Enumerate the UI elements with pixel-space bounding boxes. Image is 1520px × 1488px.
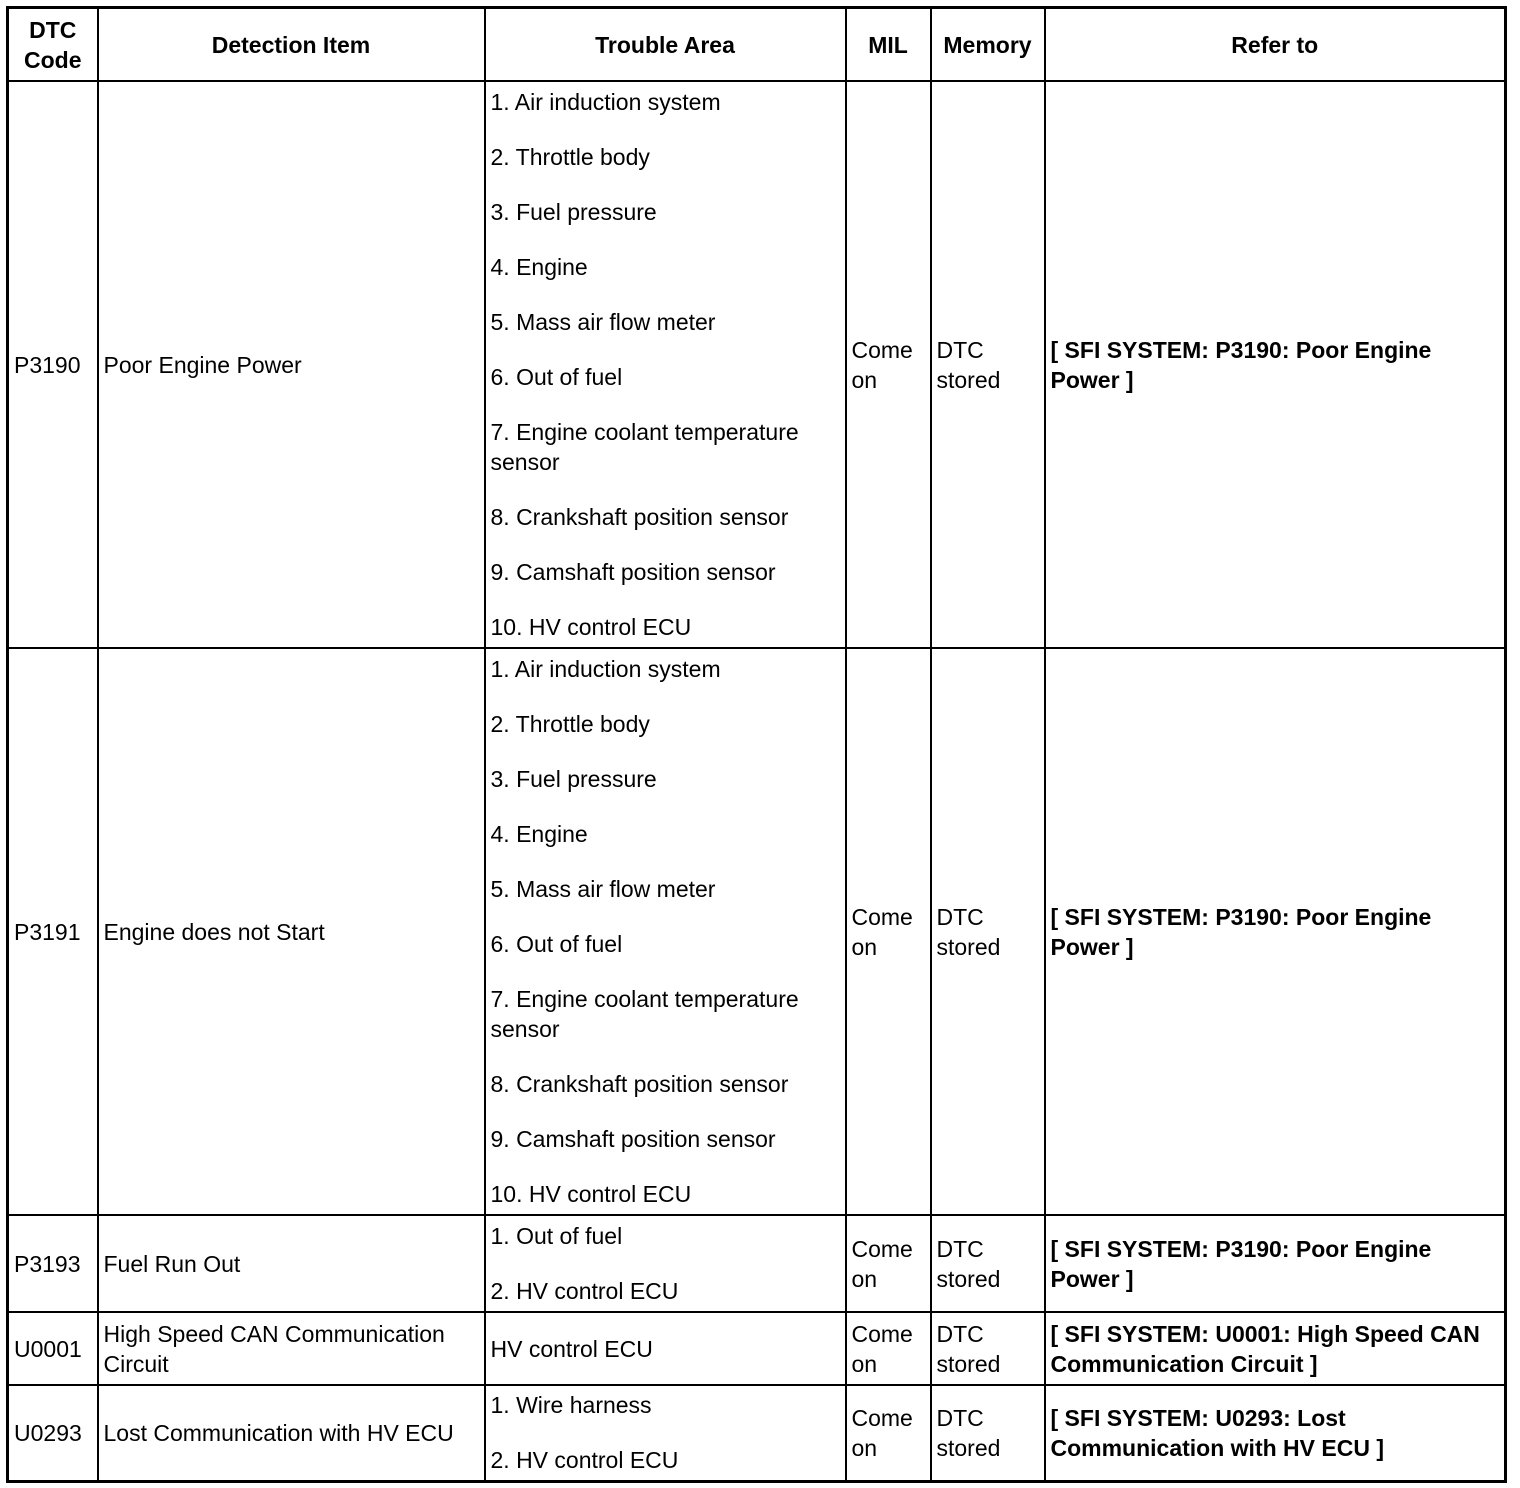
detection-item-cell: High Speed CAN Communication Circuit — [98, 1312, 485, 1385]
memory-cell: DTC stored — [931, 1215, 1045, 1312]
header-trouble-area: Trouble Area — [485, 8, 846, 82]
header-refer-to: Refer to — [1045, 8, 1506, 82]
table-header — [8, 8, 1506, 82]
trouble-area-item: 2. HV control ECU — [490, 1447, 679, 1474]
table-row — [8, 1312, 1506, 1385]
trouble-area-item: 3. Fuel pressure — [490, 766, 657, 792]
table-row — [8, 648, 1506, 1215]
header-row — [8, 8, 1506, 82]
header-dtc-code: DTC Code — [8, 8, 98, 82]
trouble-area-item: 9. Camshaft position sensor — [490, 559, 776, 585]
refer-to-cell: [ SFI SYSTEM: P3190: Poor Engine Power ] — [1045, 81, 1506, 648]
trouble-area-item: 4. Engine — [490, 254, 588, 280]
mil-cell: Come on — [846, 1385, 931, 1481]
trouble-area-item: 1. Out of fuel — [490, 1223, 623, 1249]
detection-item-cell: Fuel Run Out — [98, 1215, 485, 1312]
trouble-area-item: 7. Engine coolant temperature sensor — [490, 986, 799, 1042]
trouble-area-item: 2. Throttle body — [490, 144, 650, 170]
detection-item-cell: Engine does not Start — [98, 648, 485, 1215]
memory-cell: DTC stored — [931, 648, 1045, 1215]
trouble-area-cell — [485, 1385, 846, 1481]
trouble-area-item: 5. Mass air flow meter — [490, 309, 716, 335]
mil-cell: Come on — [846, 1312, 931, 1385]
trouble-area-item: 10. HV control ECU — [490, 1181, 692, 1207]
refer-to-cell: [ SFI SYSTEM: P3190: Poor Engine Power ] — [1045, 1215, 1506, 1312]
memory-cell: DTC stored — [931, 1385, 1045, 1481]
trouble-area-list — [491, 1334, 840, 1364]
trouble-area-item: 1. Air induction system — [490, 656, 721, 682]
trouble-area-item: 8. Crankshaft position sensor — [490, 504, 789, 530]
trouble-area-item: 6. Out of fuel — [490, 364, 623, 390]
trouble-area-item: 1. Wire harness — [490, 1392, 652, 1419]
mil-cell: Come on — [846, 648, 931, 1215]
trouble-area-list — [491, 654, 840, 1209]
trouble-area-item: 10. HV control ECU — [490, 614, 692, 640]
dtc-code-cell: P3191 — [8, 648, 98, 1215]
trouble-area-cell — [485, 648, 846, 1215]
header-mil: MIL — [846, 8, 931, 82]
trouble-area-item: 2. HV control ECU — [490, 1278, 679, 1304]
trouble-area-cell — [485, 1215, 846, 1312]
trouble-area-item: 4. Engine — [490, 821, 588, 847]
trouble-area-cell — [485, 81, 846, 648]
trouble-area-item: 2. Throttle body — [490, 711, 650, 737]
trouble-area-item: 9. Camshaft position sensor — [490, 1126, 776, 1152]
table-row — [8, 1385, 1506, 1481]
trouble-area-item: 3. Fuel pressure — [490, 199, 657, 225]
dtc-table — [6, 6, 1507, 1483]
header-memory: Memory — [931, 8, 1045, 82]
trouble-area-list — [491, 1390, 840, 1475]
table-body — [8, 81, 1506, 1481]
trouble-area-item: 5. Mass air flow meter — [490, 876, 716, 902]
refer-to-cell: [ SFI SYSTEM: P3190: Poor Engine Power ] — [1045, 648, 1506, 1215]
trouble-area-list — [491, 1221, 840, 1306]
trouble-area-cell — [485, 1312, 846, 1385]
dtc-code-cell: U0001 — [8, 1312, 98, 1385]
trouble-area-item: 1. Air induction system — [490, 89, 721, 115]
mil-cell: Come on — [846, 1215, 931, 1312]
dtc-code-cell: U0293 — [8, 1385, 98, 1481]
table-row — [8, 1215, 1506, 1312]
trouble-area-list — [491, 87, 840, 642]
trouble-area-item: HV control ECU — [490, 1335, 653, 1362]
refer-to-cell: [ SFI SYSTEM: U0001: High Speed CAN Communication Circuit ] — [1045, 1312, 1506, 1385]
refer-to-cell: [ SFI SYSTEM: U0293: Lost Communication with HV ECU ] — [1045, 1385, 1506, 1481]
header-detection-item: Detection Item — [98, 8, 485, 82]
memory-cell: DTC stored — [931, 81, 1045, 648]
trouble-area-item: 6. Out of fuel — [490, 931, 623, 957]
table-row — [8, 81, 1506, 648]
detection-item-cell: Poor Engine Power — [98, 81, 485, 648]
detection-item-cell: Lost Communication with HV ECU — [98, 1385, 485, 1481]
trouble-area-item: 8. Crankshaft position sensor — [490, 1071, 789, 1097]
dtc-code-cell: P3193 — [8, 1215, 98, 1312]
memory-cell: DTC stored — [931, 1312, 1045, 1385]
trouble-area-item: 7. Engine coolant temperature sensor — [490, 419, 799, 475]
dtc-code-cell: P3190 — [8, 81, 98, 648]
mil-cell: Come on — [846, 81, 931, 648]
